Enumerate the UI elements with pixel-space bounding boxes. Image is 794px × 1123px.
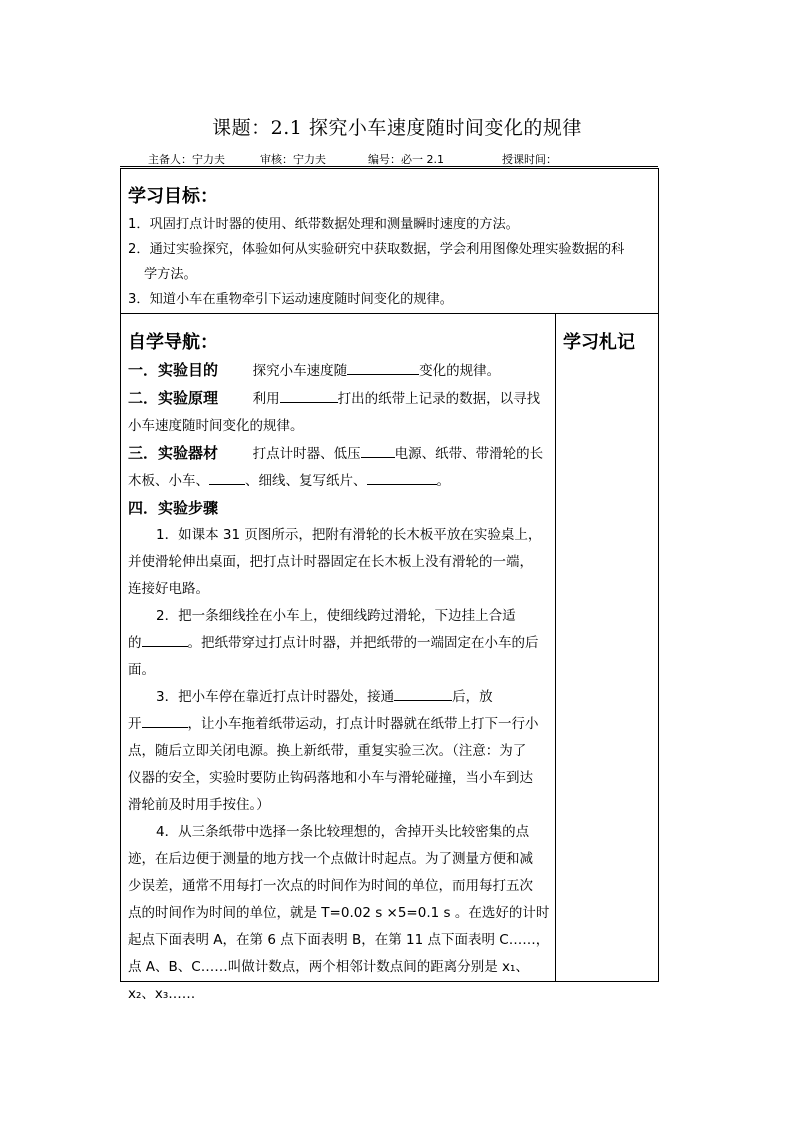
lesson-time: 授课时间： bbox=[502, 153, 557, 166]
goals-heading: 学习目标： bbox=[128, 186, 218, 207]
step4-line: 点的时间作为时间的单位，就是 T=0.02 s ×5=0.1 s 。在选好的计时 bbox=[128, 905, 550, 921]
step4-line: 迹，在后边便于测量的地方找一个点做计时起点。为了测量方便和减 bbox=[128, 851, 533, 867]
step2-line-end: 。把纸带穿过打点计时器，并把纸带的一端固定在小车的后 bbox=[187, 635, 539, 651]
section-equipment-label: 三．实验器材 bbox=[128, 444, 219, 462]
step4-line: 少误差，通常不用每打一次点的时间作为时间的单位，而用每打五次 bbox=[128, 878, 533, 894]
step3-line: 仪器的安全，实验时要防止钩码落地和小车与滑轮碰撞，当小车到达 bbox=[128, 770, 533, 786]
step4-line: 起点下面表明 A，在第 6 点下面表明 B，在第 11 点下面表明 C……， bbox=[128, 932, 550, 948]
goal-item: 2．通过实验探究，体验如何从实验研究中获取数据，学会利用图像处理实验数据的科 bbox=[128, 242, 625, 257]
principle-line2: 小车速度随时间变化的规律。 bbox=[128, 418, 304, 434]
equipment-text: 打点计时器、低压 bbox=[252, 446, 361, 462]
equipment-line2-mid: 、细线、复写纸片、 bbox=[245, 473, 367, 489]
preparer: 主备人：宁力夫 bbox=[148, 153, 225, 166]
step3-line: 滑轮前及时用手按住。） bbox=[128, 797, 270, 813]
page-title: 课题：2.1 探究小车速度随时间变化的规律 bbox=[212, 117, 582, 139]
step2-line: 2．把一条细线拴在小车上，使细线跨过滑轮，下边挂上合适 bbox=[156, 608, 516, 624]
step3-line: 3．把小车停在靠近打点计时器处，接通 bbox=[156, 689, 395, 705]
step4-line: x₂、x₃…… bbox=[128, 986, 196, 1002]
purpose-text: 探究小车速度随 bbox=[252, 363, 348, 379]
step1-line: 连接好电路。 bbox=[128, 581, 209, 597]
principle-text: 利用 bbox=[252, 391, 280, 407]
principle-text-end: 打出的纸带上记录的数据，以寻找 bbox=[337, 391, 541, 407]
learning-goals-box bbox=[120, 168, 659, 314]
goal-item: 3．知道小车在重物牵引下运动速度随时间变化的规律。 bbox=[128, 292, 453, 307]
step3-line-end: ，让小车拖着纸带运动，打点计时器就在纸带上打下一行小 bbox=[187, 716, 539, 732]
step3-line: 开 bbox=[128, 716, 142, 732]
blank-field[interactable] bbox=[142, 713, 188, 728]
equipment-text-end: 电源、纸带、带滑轮的长 bbox=[394, 446, 544, 462]
equipment-line2-end: 。 bbox=[436, 473, 450, 489]
goals-list bbox=[128, 212, 624, 312]
notes-heading: 学习札记 bbox=[563, 332, 635, 353]
blank-field[interactable] bbox=[367, 470, 437, 485]
study-content bbox=[128, 357, 550, 1008]
blank-field[interactable] bbox=[142, 632, 188, 647]
blank-field[interactable] bbox=[361, 443, 395, 458]
step4-line: 点 A、B、C……叫做计数点，两个相邻计数点间的距离分别是 x₁、 bbox=[128, 959, 529, 975]
code: 编号：必一 2.1 bbox=[368, 153, 444, 166]
blank-field[interactable] bbox=[394, 686, 452, 701]
purpose-text-end: 变化的规律。 bbox=[419, 363, 501, 379]
section-principle-label: 二．实验原理 bbox=[128, 389, 219, 407]
blank-field[interactable] bbox=[280, 388, 338, 403]
step4-line: 4．从三条纸带中选择一条比较理想的，舍掉开头比较密集的点 bbox=[156, 824, 530, 840]
goal-item: 1．巩固打点计时器的使用、纸带数据处理和测量瞬时速度的方法。 bbox=[128, 217, 519, 232]
section-purpose-label: 一．实验目的 bbox=[128, 361, 219, 379]
reviewer: 审核：宁力夫 bbox=[260, 153, 326, 166]
step3-line-end: 后，放 bbox=[452, 689, 493, 705]
blank-field[interactable] bbox=[347, 360, 419, 375]
section-steps-label: 四．实验步骤 bbox=[128, 499, 219, 517]
blank-field[interactable] bbox=[209, 470, 245, 485]
step2-line: 的 bbox=[128, 635, 142, 651]
step2-line: 面。 bbox=[128, 662, 155, 678]
self-study-box bbox=[120, 313, 556, 1002]
step1-line: 并使滑轮伸出桌面，把打点计时器固定在长木板上没有滑轮的一端， bbox=[128, 554, 533, 570]
step3-line: 点，随后立即关闭电源。换上新纸带，重复实验三次。（注意：为了 bbox=[128, 743, 527, 759]
step1-line: 1．如课本 31 页图所示，把附有滑轮的长木板平放在实验桌上， bbox=[156, 527, 542, 543]
header-meta bbox=[120, 150, 658, 167]
goal-item: 学方法。 bbox=[144, 267, 197, 282]
equipment-line2: 木板、小车、 bbox=[128, 473, 209, 489]
study-notes-box bbox=[555, 313, 659, 982]
study-heading: 自学导航： bbox=[128, 332, 218, 353]
